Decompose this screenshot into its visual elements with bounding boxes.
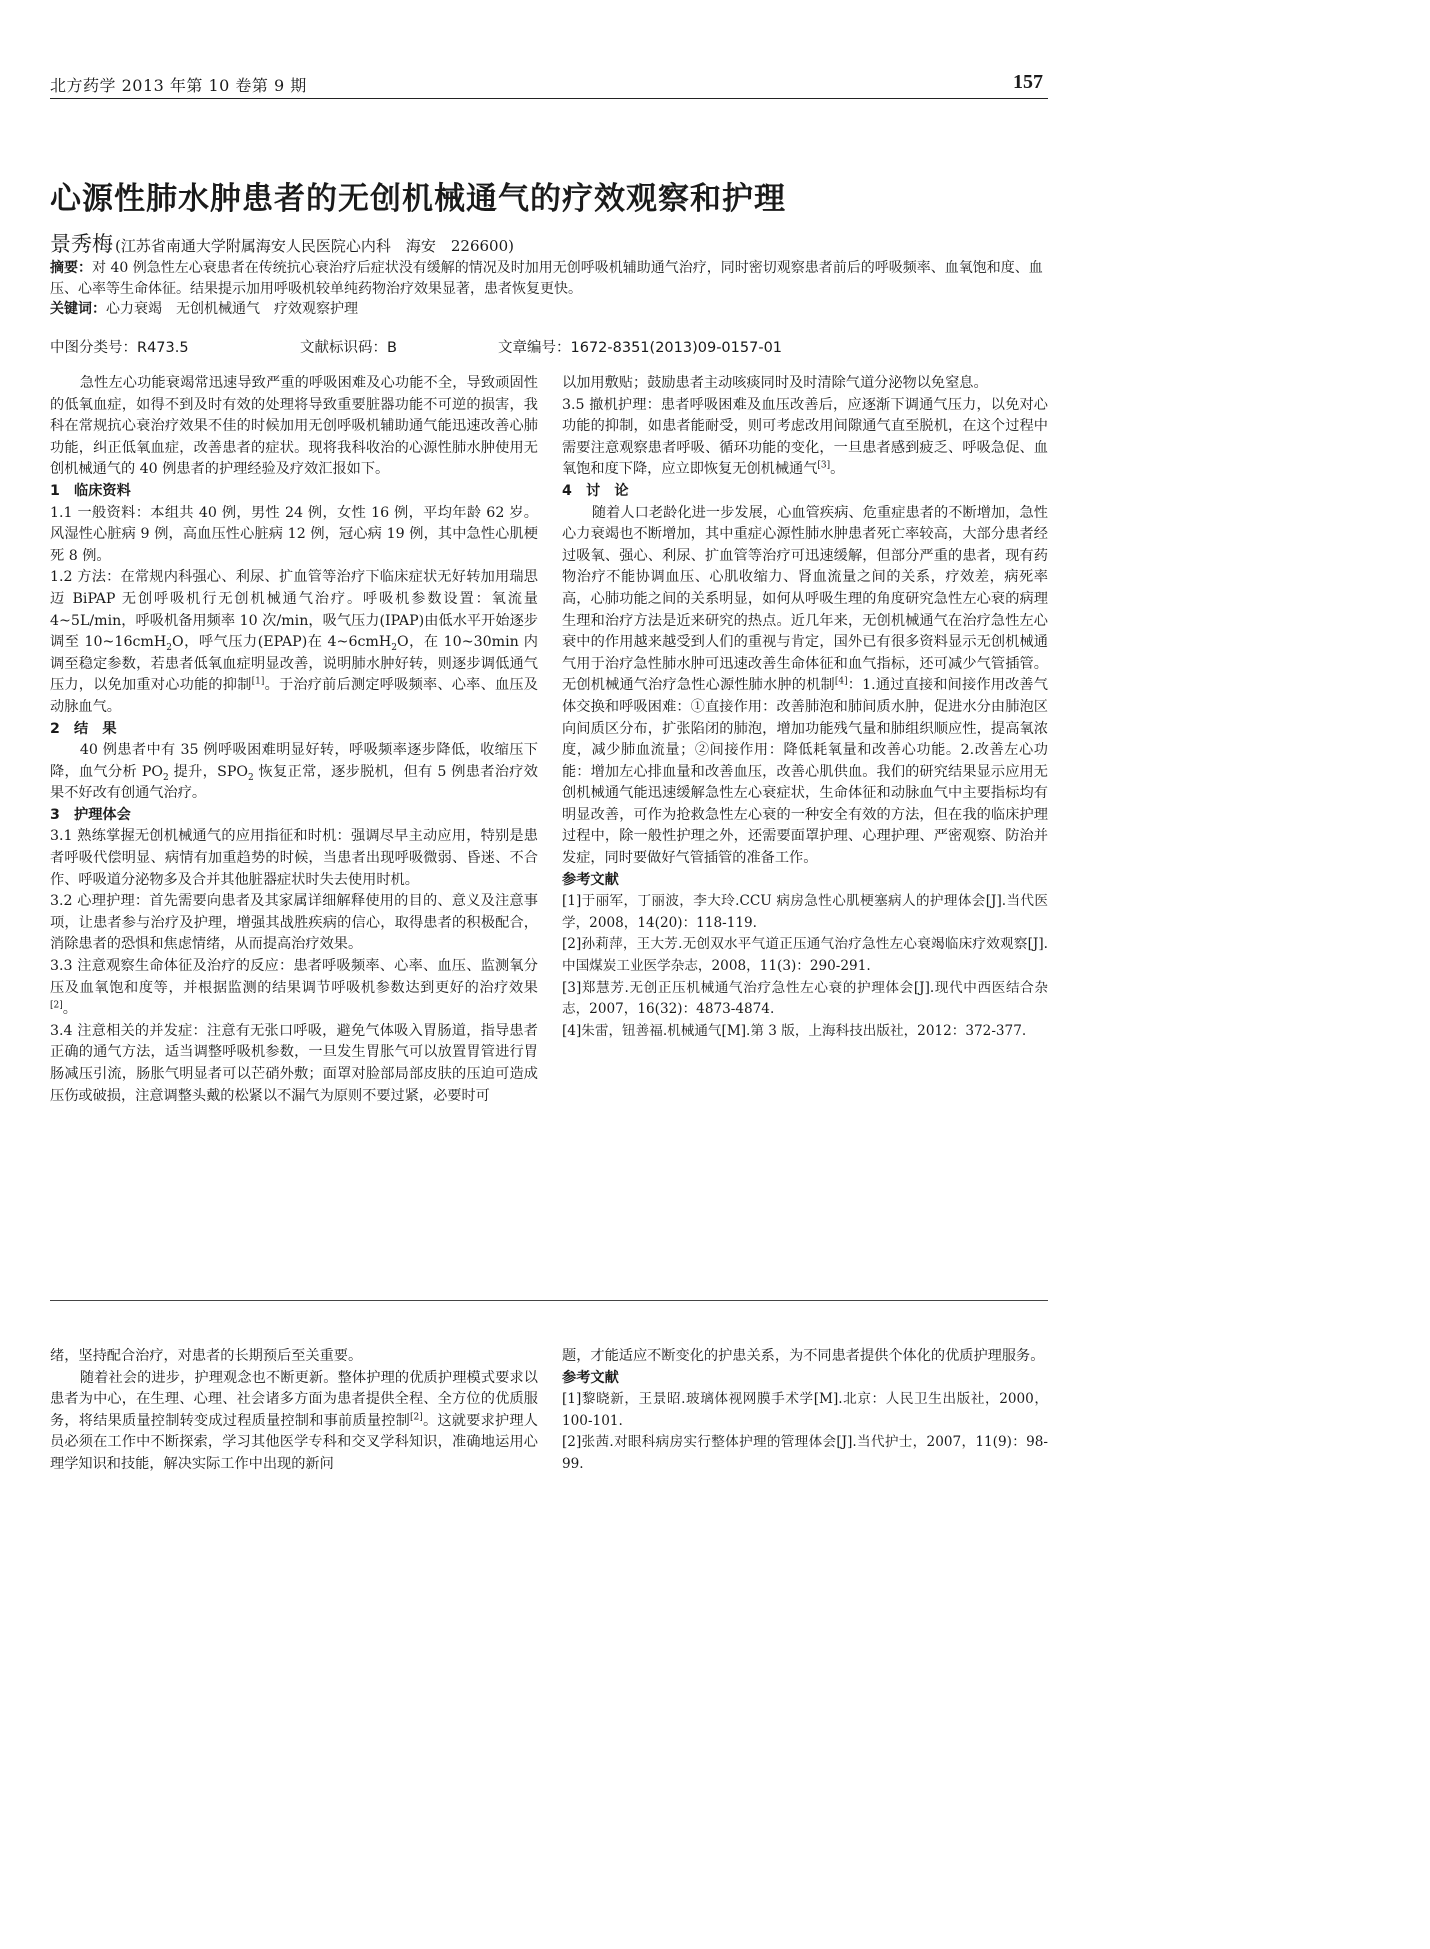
citation: [4]	[834, 676, 848, 687]
reference-item: [4]朱雷，钮善福.机械通气[M].第 3 版，上海科技出版社，2012：372-377.	[562, 1022, 1027, 1039]
bottom-left-column	[50, 1346, 538, 1476]
author-line	[50, 228, 514, 258]
journal-header: 北方药学 2013 年第 10 卷第 9 期	[50, 76, 307, 95]
discussion-paragraph: 随着人口老龄化进一步发展，心血管疾病、危重症患者的不断增加，急性心力衰竭也不断增加，其中重症心源性肺水肿患者死亡率较高，大部分患者经过吸氧、强心、利尿、扩血管等治疗可迅速缓解，但部分严重的患者，现有药物治疗不能协调血压、心肌收缩力、肾血流量之间的关系，疗效差，病死率高，心肺功能之间的关系明显，如何从呼吸生理的角度研究急性左心衰的病理生理和治疗方法是近来研究的热点。近几年来，无创机械通气在治疗急性左心衰中的作用越来越受到人们的重视与肯定，国外已有很多资料显示无创机械通气用于治疗急性肺水肿可迅速改善生命体征和血气指标，还可减少气管插管。无创机械通气治疗急性心源性肺水肿的机制[4]：1.通过直接和间接作用改善气体交换和呼吸困难：①直接作用：改善肺泡和肺间质水肿，促进水分由肺泡区向间质区分布，扩张陷闭的肺泡，增加功能残气量和肺组织顺应性，提高氧浓度，减少肺血流量；②间接作用：降低耗氧量和改善心功能。2.改善左心功能：增加左心排血量和改善血压，改善心肌供血。我们的研究结果显示应用无创机械通气能迅速缓解急性左心衰症状，生命体征和动脉血气中主要指标均有明显改善，可作为抢救急性左心衰的一种安全有效的方法，但在我的临床护理过程中，除一般性护理之外，还需要面罩护理、心理护理、严密观察、防治并发症，同时要做好气管插管的准备工作。	[562, 504, 1048, 867]
page-number: 157	[1013, 71, 1043, 93]
paragraph-3-4: 3.4 注意相关的并发症：注意有无张口呼吸，避免气体吸入胃肠道，指导患者正确的通气方法，适当调整呼吸机参数，一旦发生胃胀气可以放置胃管进行胃肠减压引流，肠胀气明显者可以芒硝外敷；面罩对脸部局部皮肤的压迫可造成压伤或破损，注意调整头戴的松紧以不漏气为原则不要过紧，必要时可	[50, 1022, 538, 1104]
paragraph-1-1: 1.1 一般资料：本组共 40 例，男性 24 例，女性 16 例，平均年龄 62 岁。风湿性心脏病 9 例，高血压性心脏病 12 例，冠心病 19 例，其中急性心肌梗死 8 例。	[50, 504, 538, 564]
references-heading: 参考文献	[562, 871, 619, 888]
citation: [2]	[50, 1000, 63, 1011]
results-paragraph: 40 例患者中有 35 例呼吸困难明显好转，呼吸频率逐步降低，收缩压下降，血气分析 $PO_2$ 提升，$SPO_2$ 恢复正常，逐步脱机，但有 5 例患者治疗效果不好改有创通气治疗。	[50, 742, 538, 802]
abstract-text: 对 40 例急性左心衰患者在传统抗心衰治疗后症状没有缓解的情况及时加用无创呼吸机辅助通气治疗，同时密切观察患者前后的呼吸频率、血氧饱和度、血压、心率等生命体征。结果提示加用呼吸机较单纯药物治疗效果显著，患者恢复更快。	[50, 260, 1043, 297]
paragraph-3-1: 3.1 熟练掌握无创机械通气的应用指征和时机：强调尽早主动应用，特别是患者呼吸代偿明显、病情有加重趋势的时候，当患者出现呼吸微弱、昏迷、不合作、呼吸道分泌物多及合并其他脏器症状时失去使用时机。	[50, 828, 538, 888]
abstract	[50, 258, 1048, 299]
citation: [3]	[817, 460, 831, 471]
keywords-label: 关键词：	[50, 301, 106, 317]
nursing-paragraph: 随着社会的进步，护理观念也不断更新。整体护理的优质护理模式要求以患者为中心，在生理、心理、社会诸多方面为患者提供全程、全方位的优质服务，将结果质量控制转变成过程质量控制和事前质量控制[2]。这就要求护理人员必须在工作中不断探索，学习其他医学专科和交叉学科知识，准确地运用心理学知识和技能，解决实际工作中出现的新问	[50, 1369, 538, 1472]
paragraph-3-5: 3.5 撤机护理：患者呼吸困难及血压改善后，应逐渐下调通气压力，以免对心功能的抑制，如患者能耐受，则可考虑改用间隙通气直至脱机，在这个过程中需要注意观察患者呼吸、循环功能的变化，一旦患者感到疲乏、呼吸急促、血氧饱和度下降，应立即恢复无创机械通气[3]。	[562, 396, 1048, 478]
document-code: 文献标识码：B	[300, 340, 397, 356]
reference-item: [2]张茜.对眼科病房实行整体护理的管理体会[J].当代护士，2007，11(9)：98-99.	[562, 1434, 1048, 1472]
keywords-text: 心力衰竭 无创机械通气 疗效观察护理	[106, 301, 358, 317]
reference-item: [1]于丽军，丁丽波，李大玲.CCU 病房急性心肌梗塞病人的护理体会[J].当代医学，2008，14(20)：118-119.	[562, 893, 1048, 931]
section-heading: 4 讨 论	[562, 482, 629, 499]
clc-number: 中图分类号：R473.5	[50, 340, 189, 356]
right-column	[562, 373, 1048, 1042]
continuation-paragraph: 绪，坚持配合治疗，对患者的长期预后至关重要。	[50, 1348, 363, 1364]
author-name: 景秀梅	[50, 232, 113, 256]
references-heading: 参考文献	[562, 1369, 619, 1386]
section-heading: 3 护理体会	[50, 806, 131, 823]
paragraph-1-2: 1.2 方法：在常规内科强心、利尿、扩血管等治疗下临床症状无好转加用瑞思迈 BiPAP 无创呼吸机行无创机械通气治疗。呼吸机参数设置：氧流量 4~5L/min，呼吸机备用频率 10 次/min，吸气压力(IPAP)由低水平开始逐步调至 10~16cmH$_2$O，呼气压力(EPAP)在 4~6cmH$_2$O，在 10~30min 内调至稳定参数，若患者低氧血症明显改善，说明肺水肿好转，则逐步调低通气压力，以免加重对心功能的抑制[1]。于治疗前后测定呼吸频率、心率、血压及动脉血气。	[50, 569, 538, 715]
reference-item: [2]孙莉萍，王大芳.无创双水平气道正压通气治疗急性左心衰竭临床疗效观察[J].中国煤炭工业医学杂志，2008，11(3)：290-291.	[562, 936, 1048, 975]
article-number: 文章编号：1672-8351(2013)09-0157-01	[498, 340, 783, 356]
header-rule	[50, 98, 1048, 99]
left-column	[50, 373, 538, 1107]
reference-item: [1]黎晓新，王景昭.玻璃体视网膜手术学[M].北京：人民卫生出版社，2000，100-101.	[562, 1391, 1048, 1429]
author-affiliation: (江苏省南通大学附属海安人民医院心内科 海安 226600)	[115, 237, 514, 255]
section-separator	[50, 1300, 1048, 1301]
keywords	[50, 299, 1048, 320]
citation: [2]	[410, 1412, 423, 1423]
intro-paragraph: 急性左心功能衰竭常迅速导致严重的呼吸困难及心功能不全，导致顽固性的低氧血症，如得不到及时有效的处理将导致重要脏器功能不可逆的损害，我科在常规抗心衰治疗效果不佳的时候加用无创呼吸机辅助通气能迅速改善心肺功能，纠正低氧血症，改善患者的症状。现将我科收治的心源性肺水肿使用无创机械通气的 40 例患者的护理经验及疗效汇报如下。	[50, 375, 538, 478]
citation: [1]	[251, 676, 265, 687]
section-heading: 2 结 果	[50, 720, 117, 737]
abstract-block	[50, 258, 1048, 320]
reference-item: [3]郑慧芳.无创正压机械通气治疗急性左心衰的护理体会[J].现代中西医结合杂志，2007，16(32)：4873-4874.	[562, 979, 1048, 1018]
bottom-right-column	[562, 1346, 1048, 1476]
abstract-label: 摘要：	[50, 260, 92, 276]
paragraph-3-4-continued: 以加用敷贴；鼓励患者主动咳痰同时及时清除气道分泌物以免窒息。	[562, 375, 988, 391]
paragraph-3-2: 3.2 心理护理：首先需要向患者及其家属详细解释使用的目的、意义及注意事项，让患者参与治疗及护理，增强其战胜疾病的信心，取得患者的积极配合，消除患者的恐惧和焦虑情绪，从而提高治疗效果。	[50, 893, 538, 953]
section-heading: 1 临床资料	[50, 482, 131, 499]
article-title: 心源性肺水肿患者的无创机械通气的疗效观察和护理	[50, 181, 786, 217]
paragraph-3-3: 3.3 注意观察生命体征及治疗的反应：患者呼吸频率、心率、血压、监测氧分压及血氧饱和度等，并根据监测的结果调节呼吸机参数达到更好的治疗效果[2]。	[50, 958, 538, 1018]
continuation-paragraph: 题，才能适应不断变化的护患关系，为不同患者提供个体化的优质护理服务。	[562, 1348, 1045, 1364]
